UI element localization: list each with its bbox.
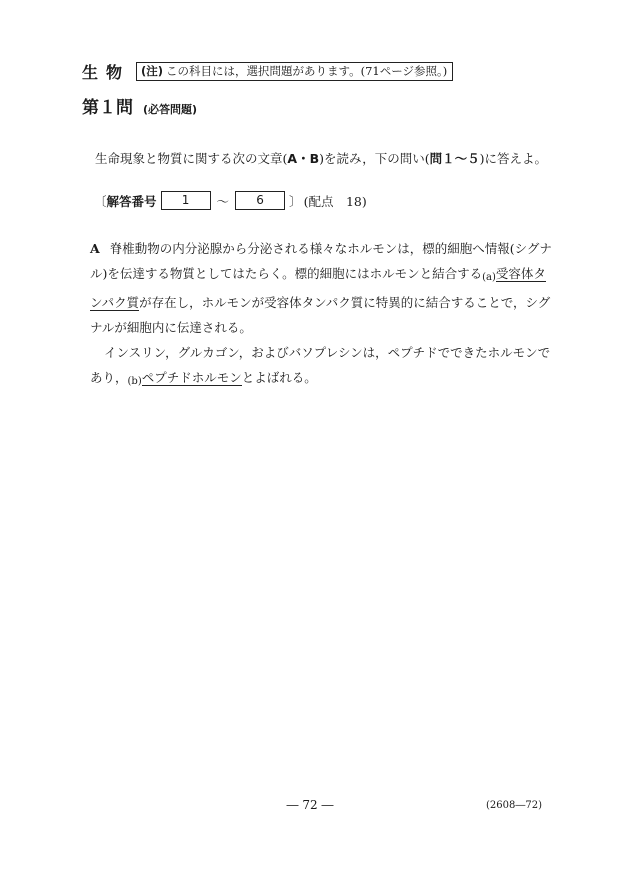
answer-number-to: 6 <box>235 191 285 210</box>
instruction-part: )を読み，下の問い( <box>319 151 430 166</box>
passage-paragraph-1 <box>90 236 552 340</box>
passage-paragraph-2 <box>90 340 552 394</box>
page-number: ― 72 ― <box>286 798 334 812</box>
answer-number-row <box>94 191 367 210</box>
answer-label: 解答番号 <box>106 193 157 209</box>
marker-a: (a) <box>482 272 496 283</box>
marker-b: (b) <box>127 376 142 387</box>
instruction-part: )に答えよ。 <box>479 151 548 166</box>
question-header <box>82 93 197 118</box>
instruction-sections: A・B <box>287 151 320 166</box>
passage-text: 脊椎動物の内分泌腺から分泌される様々なホルモンは，標的細胞へ情報(シグナル)を伝達する物質としてはたらく。標的細胞にはホルモンと結合する <box>90 241 552 281</box>
passage-text: が存在し，ホルモンが受容体タンパク質に特異的に結合することで，シグナルが細胞内に伝達される。 <box>90 295 551 335</box>
answer-bracket-close: 〕 <box>289 193 302 209</box>
page-code: (2608―72) <box>486 800 542 811</box>
passage-a <box>90 236 552 394</box>
subject-note-box <box>136 62 453 81</box>
answer-bracket-open: 〔 <box>94 193 107 209</box>
underlined-peptide-hormone: ペプチドホルモン <box>141 370 242 385</box>
instruction-part: 生命現象と物質に関する次の文章( <box>95 151 288 166</box>
answer-number-from: 1 <box>161 191 211 210</box>
note-label: (注) <box>141 64 164 78</box>
question-title: 第１問 <box>82 98 133 118</box>
answer-tilde: ～ <box>216 193 230 209</box>
question-tag: (必答問題) <box>143 103 198 116</box>
passage-text: インスリン，グルカゴン，およびバソプレシンは，ペプチドでできたホルモンであり， <box>90 345 551 385</box>
subject-title: 生物 <box>82 63 131 82</box>
note-text: この科目には，選択問題があります。(71ページ参照。) <box>166 64 448 78</box>
subject-header <box>82 60 453 83</box>
instruction-text <box>82 148 552 169</box>
instruction-question-range: 問１～５ <box>429 151 480 166</box>
passage-text: とよばれる。 <box>241 370 317 385</box>
passage-label: A <box>90 241 100 256</box>
underlined-receptor-protein: 受容体タンパク質 <box>90 266 546 310</box>
answer-points: (配点 18) <box>303 193 367 209</box>
